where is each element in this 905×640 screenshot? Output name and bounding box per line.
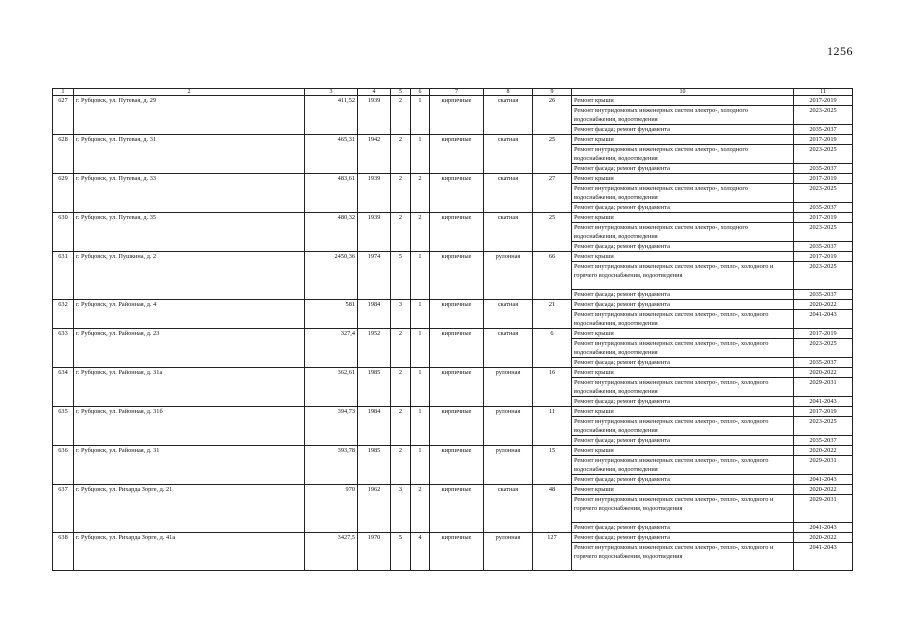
- work-type-cell: Ремонт внутридомовых инженерных систем электро-, тепло-, холодного водоснабжения, водоотведения: [572, 378, 794, 397]
- year-built-cell: 1962: [358, 485, 391, 533]
- table-row: [53, 300, 853, 310]
- roof-type-cell: рулонная: [484, 533, 533, 571]
- address-cell: г. Рубцовск, ул. Районная, д. 23: [74, 329, 305, 368]
- work-period-cell: 2017-2019: [794, 407, 853, 417]
- flats-cell: 15: [533, 446, 572, 485]
- flats-cell: 66: [533, 252, 572, 300]
- roof-type-cell: скатная: [484, 329, 533, 368]
- flats-cell: 127: [533, 533, 572, 571]
- flats-cell: 25: [533, 213, 572, 252]
- table-row: [53, 96, 853, 106]
- work-period-cell: 2023-2025: [794, 145, 853, 164]
- address-cell: г. Рубцовск, ул. Рихарда Зорге, д. 21: [74, 485, 305, 533]
- record-number: 630: [53, 213, 74, 252]
- work-period-cell: 2023-2025: [794, 417, 853, 436]
- work-period-cell: 2035-2037: [794, 358, 853, 368]
- entrances-cell: 1: [411, 252, 430, 300]
- column-number-header: [53, 89, 853, 96]
- column-header: 8: [484, 89, 533, 96]
- table-row: [53, 329, 853, 339]
- work-type-cell: Ремонт внутридомовых инженерных систем электро-, холодного водоснабжения, водоотведения: [572, 145, 794, 164]
- floors-cell: 2: [391, 213, 411, 252]
- work-period-cell: 2017-2019: [794, 213, 853, 223]
- address-cell: г. Рубцовск, ул. Рихарда Зорге, д. 41а: [74, 533, 305, 571]
- work-period-cell: 2017-2019: [794, 329, 853, 339]
- flats-cell: 16: [533, 368, 572, 407]
- table-row: [53, 446, 853, 456]
- record-number: 636: [53, 446, 74, 485]
- column-header: 7: [430, 89, 484, 96]
- area-cell: 3427,5: [305, 533, 358, 571]
- address-cell: г. Рубцовск, ул. Районная, д. 31: [74, 446, 305, 485]
- area-cell: 393,78: [305, 446, 358, 485]
- work-type-cell: Ремонт фасада; ремонт фундамента: [572, 475, 794, 485]
- work-period-cell: 2035-2037: [794, 164, 853, 174]
- record-number: 634: [53, 368, 74, 407]
- roof-type-cell: скатная: [484, 485, 533, 533]
- work-period-cell: 2020-2022: [794, 533, 853, 543]
- area-cell: 465,31: [305, 135, 358, 174]
- year-built-cell: 1952: [358, 329, 391, 368]
- floors-cell: 2: [391, 329, 411, 368]
- entrances-cell: 1: [411, 96, 430, 135]
- floors-cell: 3: [391, 485, 411, 533]
- year-built-cell: 1939: [358, 96, 391, 135]
- table-row: [53, 407, 853, 417]
- roof-type-cell: скатная: [484, 213, 533, 252]
- work-period-cell: 2023-2025: [794, 223, 853, 242]
- floors-cell: 3: [391, 300, 411, 329]
- work-period-cell: 2041-2043: [794, 523, 853, 533]
- entrances-cell: 1: [411, 329, 430, 368]
- work-period-cell: 2029-2031: [794, 378, 853, 397]
- column-header: 5: [391, 89, 411, 96]
- flats-cell: 21: [533, 300, 572, 329]
- address-cell: г. Рубцовск, ул. Путевая, д. 33: [74, 174, 305, 213]
- floors-cell: 2: [391, 174, 411, 213]
- area-cell: 480,32: [305, 213, 358, 252]
- work-type-cell: Ремонт фасада; ремонт фундамента: [572, 242, 794, 252]
- table-row: [53, 368, 853, 378]
- record-number: 635: [53, 407, 74, 446]
- work-period-cell: 2035-2037: [794, 242, 853, 252]
- work-type-cell: Ремонт фасада; ремонт фундамента: [572, 397, 794, 407]
- work-period-cell: 2041-2043: [794, 310, 853, 329]
- year-built-cell: 1939: [358, 213, 391, 252]
- work-type-cell: Ремонт внутридомовых инженерных систем электро-, тепло-, холодного водоснабжения, водоотведения: [572, 456, 794, 475]
- housing-repair-table: [52, 88, 853, 571]
- entrances-cell: 1: [411, 300, 430, 329]
- table-row: [53, 213, 853, 223]
- roof-type-cell: рулонная: [484, 368, 533, 407]
- work-type-cell: Ремонт фасада; ремонт фундамента: [572, 300, 794, 310]
- record-number: 627: [53, 96, 74, 135]
- address-cell: г. Рубцовск, ул. Пушкина, д. 2: [74, 252, 305, 300]
- record-number: 628: [53, 135, 74, 174]
- roof-type-cell: скатная: [484, 300, 533, 329]
- table-row: [53, 533, 853, 543]
- wall-material-cell: кирпичные: [430, 96, 484, 135]
- work-type-cell: Ремонт крыши: [572, 252, 794, 262]
- column-header: 2: [74, 89, 305, 96]
- year-built-cell: 1984: [358, 407, 391, 446]
- year-built-cell: 1984: [358, 300, 391, 329]
- work-period-cell: 2023-2025: [794, 339, 853, 358]
- record-number: 638: [53, 533, 74, 571]
- address-cell: г. Рубцовск, ул. Путевая, д. 35: [74, 213, 305, 252]
- work-type-cell: Ремонт фасада; ремонт фундамента: [572, 523, 794, 533]
- work-period-cell: 2017-2019: [794, 96, 853, 106]
- column-header: 9: [533, 89, 572, 96]
- work-period-cell: 2035-2037: [794, 290, 853, 300]
- work-period-cell: 2041-2043: [794, 475, 853, 485]
- address-cell: г. Рубцовск, ул. Районная, д. 31б: [74, 407, 305, 446]
- table-row: [53, 135, 853, 145]
- area-cell: 2450,36: [305, 252, 358, 300]
- address-cell: г. Рубцовск, ул. Районная, д. 4: [74, 300, 305, 329]
- area-cell: 411,52: [305, 96, 358, 135]
- wall-material-cell: кирпичные: [430, 213, 484, 252]
- work-type-cell: Ремонт крыши: [572, 485, 794, 495]
- table-body: [53, 96, 853, 571]
- record-number: 633: [53, 329, 74, 368]
- year-built-cell: 1942: [358, 135, 391, 174]
- work-type-cell: Ремонт крыши: [572, 174, 794, 184]
- wall-material-cell: кирпичные: [430, 368, 484, 407]
- work-period-cell: 2029-2031: [794, 495, 853, 523]
- work-type-cell: Ремонт фасада; ремонт фундамента: [572, 203, 794, 213]
- table-row: [53, 485, 853, 495]
- area-cell: 327,4: [305, 329, 358, 368]
- entrances-cell: 1: [411, 407, 430, 446]
- wall-material-cell: кирпичные: [430, 485, 484, 533]
- address-cell: г. Рубцовск, ул. Районная, д. 31а: [74, 368, 305, 407]
- column-header: 1: [53, 89, 74, 96]
- table-row: [53, 252, 853, 262]
- floors-cell: 2: [391, 368, 411, 407]
- entrances-cell: 1: [411, 446, 430, 485]
- work-type-cell: Ремонт фасада; ремонт фундамента: [572, 533, 794, 543]
- work-period-cell: 2029-2031: [794, 456, 853, 475]
- work-type-cell: Ремонт крыши: [572, 213, 794, 223]
- roof-type-cell: рулонная: [484, 407, 533, 446]
- year-built-cell: 1985: [358, 446, 391, 485]
- work-type-cell: Ремонт внутридомовых инженерных систем электро-, тепло-, холодного водоснабжения, водоотведения: [572, 339, 794, 358]
- work-period-cell: 2017-2019: [794, 135, 853, 145]
- wall-material-cell: кирпичные: [430, 135, 484, 174]
- work-period-cell: 2035-2037: [794, 436, 853, 446]
- work-type-cell: Ремонт фасада; ремонт фундамента: [572, 290, 794, 300]
- floors-cell: 5: [391, 252, 411, 300]
- work-period-cell: 2023-2025: [794, 184, 853, 203]
- work-period-cell: 2023-2025: [794, 106, 853, 125]
- work-type-cell: Ремонт фасада; ремонт фундамента: [572, 125, 794, 135]
- work-type-cell: Ремонт фасада; ремонт фундамента: [572, 358, 794, 368]
- wall-material-cell: кирпичные: [430, 533, 484, 571]
- work-period-cell: 2020-2022: [794, 485, 853, 495]
- flats-cell: 25: [533, 135, 572, 174]
- column-header: 4: [358, 89, 391, 96]
- address-cell: г. Рубцовск, ул. Путевая, д. 31: [74, 135, 305, 174]
- record-number: 631: [53, 252, 74, 300]
- wall-material-cell: кирпичные: [430, 300, 484, 329]
- record-number: 637: [53, 485, 74, 533]
- roof-type-cell: скатная: [484, 174, 533, 213]
- area-cell: 394,73: [305, 407, 358, 446]
- work-period-cell: 2041-2043: [794, 543, 853, 571]
- work-period-cell: 2017-2019: [794, 252, 853, 262]
- table-row: [53, 174, 853, 184]
- area-cell: 362,61: [305, 368, 358, 407]
- wall-material-cell: кирпичные: [430, 329, 484, 368]
- work-type-cell: Ремонт внутридомовых инженерных систем электро-, тепло-, холодного водоснабжения, водоотведения: [572, 310, 794, 329]
- floors-cell: 2: [391, 96, 411, 135]
- work-period-cell: 2020-2022: [794, 300, 853, 310]
- work-type-cell: Ремонт крыши: [572, 368, 794, 378]
- work-type-cell: Ремонт крыши: [572, 135, 794, 145]
- flats-cell: 11: [533, 407, 572, 446]
- floors-cell: 2: [391, 446, 411, 485]
- page-number: 1256: [827, 44, 853, 58]
- year-built-cell: 1970: [358, 533, 391, 571]
- entrances-cell: 1: [411, 368, 430, 407]
- wall-material-cell: кирпичные: [430, 407, 484, 446]
- work-type-cell: Ремонт внутридомовых инженерных систем электро-, тепло-, холодного водоснабжения, водоотведения: [572, 417, 794, 436]
- flats-cell: 26: [533, 96, 572, 135]
- column-header: 3: [305, 89, 358, 96]
- work-type-cell: Ремонт крыши: [572, 446, 794, 456]
- entrances-cell: 2: [411, 174, 430, 213]
- record-number: 629: [53, 174, 74, 213]
- flats-cell: 27: [533, 174, 572, 213]
- roof-type-cell: скатная: [484, 96, 533, 135]
- wall-material-cell: кирпичные: [430, 252, 484, 300]
- roof-type-cell: рулонная: [484, 446, 533, 485]
- work-type-cell: Ремонт внутридомовых инженерных систем электро-, холодного водоснабжения, водоотведения: [572, 184, 794, 203]
- wall-material-cell: кирпичные: [430, 174, 484, 213]
- wall-material-cell: кирпичные: [430, 446, 484, 485]
- work-period-cell: 2035-2037: [794, 203, 853, 213]
- work-period-cell: 2020-2022: [794, 446, 853, 456]
- work-period-cell: 2017-2019: [794, 174, 853, 184]
- roof-type-cell: рулонная: [484, 252, 533, 300]
- column-header: 6: [411, 89, 430, 96]
- work-type-cell: Ремонт внутридомовых инженерных систем электро-, тепло-, холодного и горячего водоснабжения, водоотведения: [572, 543, 794, 571]
- flats-cell: 48: [533, 485, 572, 533]
- entrances-cell: 2: [411, 485, 430, 533]
- area-cell: 581: [305, 300, 358, 329]
- floors-cell: 5: [391, 533, 411, 571]
- entrances-cell: 2: [411, 213, 430, 252]
- roof-type-cell: скатная: [484, 135, 533, 174]
- work-type-cell: Ремонт внутридомовых инженерных систем электро-, холодного водоснабжения, водоотведения: [572, 223, 794, 242]
- work-type-cell: Ремонт фасада; ремонт фундамента: [572, 436, 794, 446]
- work-type-cell: Ремонт фасада; ремонт фундамента: [572, 164, 794, 174]
- record-number: 632: [53, 300, 74, 329]
- year-built-cell: 1985: [358, 368, 391, 407]
- work-period-cell: 2020-2022: [794, 368, 853, 378]
- work-type-cell: Ремонт крыши: [572, 96, 794, 106]
- work-type-cell: Ремонт крыши: [572, 407, 794, 417]
- address-cell: г. Рубцовск, ул. Путевая, д. 29: [74, 96, 305, 135]
- work-period-cell: 2023-2025: [794, 262, 853, 290]
- work-type-cell: Ремонт внутридомовых инженерных систем электро-, тепло-, холодного и горячего водоснабжения, водоотведения: [572, 262, 794, 290]
- column-header: 11: [794, 89, 853, 96]
- work-period-cell: 2041-2043: [794, 397, 853, 407]
- work-type-cell: Ремонт крыши: [572, 329, 794, 339]
- column-header: 10: [572, 89, 794, 96]
- year-built-cell: 1974: [358, 252, 391, 300]
- entrances-cell: 4: [411, 533, 430, 571]
- work-type-cell: Ремонт внутридомовых инженерных систем электро-, холодного водоснабжения, водоотведения: [572, 106, 794, 125]
- work-type-cell: Ремонт внутридомовых инженерных систем электро-, тепло-, холодного и горячего водоснабжения, водоотведения: [572, 495, 794, 523]
- area-cell: 483,61: [305, 174, 358, 213]
- floors-cell: 2: [391, 407, 411, 446]
- work-period-cell: 2035-2037: [794, 125, 853, 135]
- entrances-cell: 1: [411, 135, 430, 174]
- flats-cell: 6: [533, 329, 572, 368]
- floors-cell: 2: [391, 135, 411, 174]
- area-cell: 970: [305, 485, 358, 533]
- year-built-cell: 1939: [358, 174, 391, 213]
